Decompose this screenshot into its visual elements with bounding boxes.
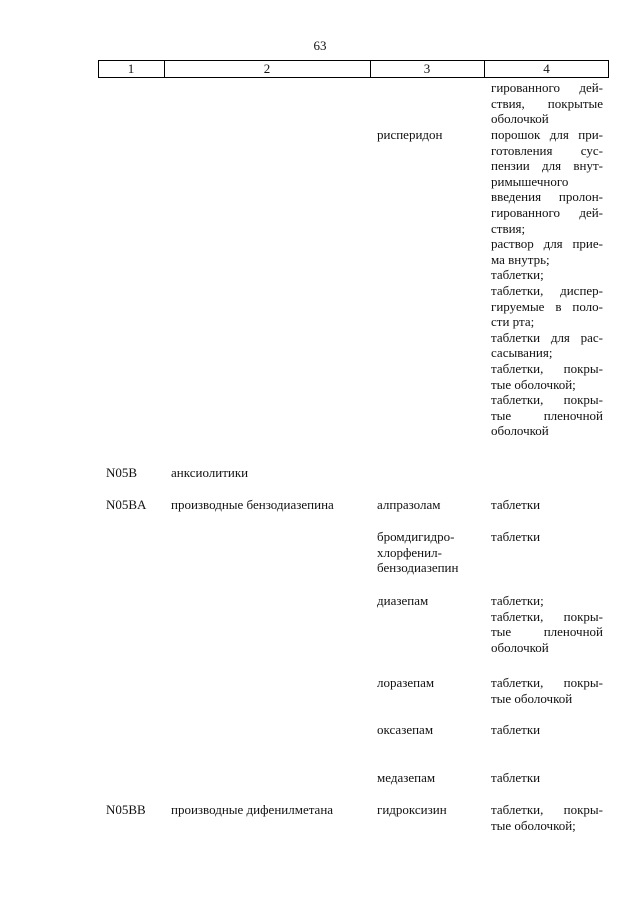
table-header bbox=[98, 60, 609, 78]
atc-code: N05B bbox=[106, 465, 138, 480]
drug-name: алпразолам bbox=[377, 497, 441, 512]
form-line: таблетки, покры- bbox=[491, 360, 603, 376]
name-line: бензодиазепин bbox=[377, 560, 459, 576]
form-line: таблетки bbox=[491, 529, 541, 544]
form-line: раствор для прие- bbox=[491, 236, 603, 252]
page-number: 63 bbox=[313, 38, 327, 53]
form-line: оболочкой bbox=[491, 423, 549, 439]
dosage-forms bbox=[491, 675, 603, 706]
drug-name: рисперидон bbox=[377, 127, 443, 142]
drug-name: лоразепам bbox=[377, 675, 435, 690]
form-line: таблетки; bbox=[491, 267, 544, 283]
dosage-forms bbox=[491, 802, 603, 833]
form-line: оболочкой bbox=[491, 111, 549, 127]
atc-group: производные бензодиазепина bbox=[171, 497, 334, 512]
drug-name: гидроксизин bbox=[377, 802, 447, 817]
form-line: таблетки, диспер- bbox=[491, 282, 603, 298]
form-line: таблетки, покры- bbox=[491, 802, 603, 817]
header-col-2: 2 bbox=[263, 61, 271, 76]
form-line: готовления сус- bbox=[491, 142, 603, 158]
header-col-1: 1 bbox=[127, 61, 135, 76]
form-line: римышечного bbox=[491, 173, 569, 189]
drug-name: медазепам bbox=[377, 770, 436, 785]
atc-group: производные дифенилметана bbox=[171, 802, 334, 817]
form-line: таблетки bbox=[491, 722, 541, 737]
dosage-forms bbox=[491, 770, 603, 786]
form-line: тые оболочкой; bbox=[491, 376, 576, 392]
form-line: ствия; bbox=[491, 220, 526, 236]
dosage-forms bbox=[491, 127, 603, 439]
form-line: тые оболочкой; bbox=[491, 817, 576, 833]
dosage-forms bbox=[491, 722, 603, 738]
header-col-3: 3 bbox=[423, 61, 431, 76]
form-line: таблетки для рас- bbox=[491, 329, 603, 345]
drug-name: оксазепам bbox=[377, 722, 434, 737]
drug-name bbox=[377, 529, 458, 576]
form-line: гированного дей- bbox=[491, 204, 603, 220]
form-line: гируемые в поло- bbox=[491, 298, 603, 314]
form-line: таблетки; bbox=[491, 593, 544, 608]
form-line: таблетки bbox=[491, 770, 541, 785]
atc-group: анксиолитики bbox=[171, 465, 249, 480]
form-line: оболочкой bbox=[491, 639, 549, 655]
form-line: введения пролон- bbox=[491, 189, 603, 205]
form-line: таблетки bbox=[491, 497, 541, 512]
form-line: тые оболочкой bbox=[491, 690, 573, 706]
column-divider bbox=[608, 61, 609, 77]
form-line: ма внутрь; bbox=[491, 251, 550, 267]
atc-code: N05BA bbox=[106, 497, 147, 512]
form-line: пензии для внут- bbox=[491, 158, 603, 174]
form-line: таблетки, покры- bbox=[491, 608, 603, 624]
form-line: сти рта; bbox=[491, 314, 535, 330]
atc-code: N05BB bbox=[106, 802, 146, 817]
form-line: таблетки, покры- bbox=[491, 675, 603, 690]
continued-forms bbox=[491, 80, 603, 127]
form-line: тые пленочной bbox=[491, 624, 603, 640]
form-line: ствия, покрытые bbox=[491, 95, 603, 111]
drug-name: диазепам bbox=[377, 593, 429, 608]
dosage-forms bbox=[491, 593, 603, 655]
dosage-forms bbox=[491, 529, 603, 545]
form-line: сасывания; bbox=[491, 345, 553, 361]
form-line: гированного дей- bbox=[491, 80, 603, 95]
name-line: бромдигидро- bbox=[377, 529, 455, 544]
form-line: порошок для при- bbox=[491, 127, 603, 142]
form-line: таблетки, покры- bbox=[491, 392, 603, 408]
dosage-forms bbox=[491, 497, 603, 513]
form-line: тые пленочной bbox=[491, 407, 603, 423]
name-line: хлорфенил- bbox=[377, 544, 442, 560]
header-col-4: 4 bbox=[543, 61, 550, 76]
